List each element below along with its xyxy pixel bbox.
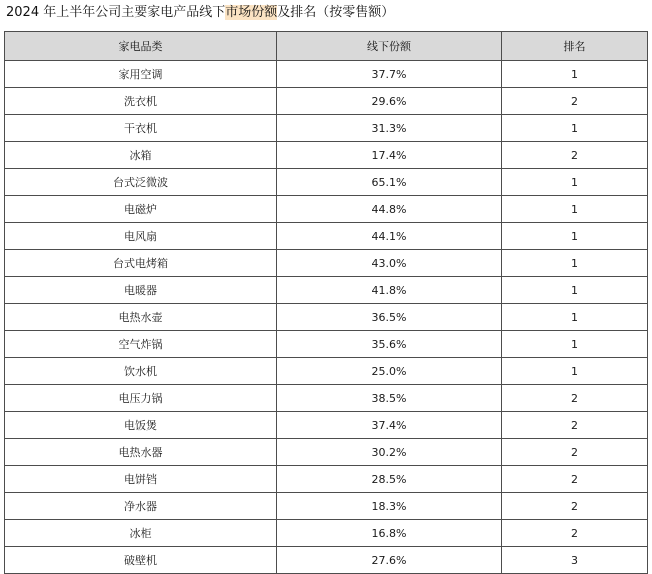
share-cell: 37.7% bbox=[277, 61, 502, 88]
table-row bbox=[5, 439, 648, 466]
table-caption bbox=[6, 3, 394, 23]
rank-cell: 1 bbox=[502, 250, 648, 277]
caption-suffix: 及排名（按零售额） bbox=[277, 5, 395, 20]
rank-cell: 1 bbox=[502, 115, 648, 142]
table-row bbox=[5, 115, 648, 142]
table-row bbox=[5, 169, 648, 196]
share-cell: 41.8% bbox=[277, 277, 502, 304]
table-row bbox=[5, 412, 648, 439]
rank-cell: 2 bbox=[502, 385, 648, 412]
header-offline-share: 线下份额 bbox=[277, 32, 502, 61]
table-row bbox=[5, 331, 648, 358]
share-cell: 16.8% bbox=[277, 520, 502, 547]
category-cell: 净水器 bbox=[5, 493, 277, 520]
category-cell: 电饭煲 bbox=[5, 412, 277, 439]
category-cell: 台式电烤箱 bbox=[5, 250, 277, 277]
rank-cell: 2 bbox=[502, 520, 648, 547]
table-row bbox=[5, 493, 648, 520]
rank-cell: 2 bbox=[502, 88, 648, 115]
table-row bbox=[5, 520, 648, 547]
share-cell: 27.6% bbox=[277, 547, 502, 574]
share-cell: 43.0% bbox=[277, 250, 502, 277]
table-row bbox=[5, 385, 648, 412]
category-cell: 家用空调 bbox=[5, 61, 277, 88]
table-row bbox=[5, 547, 648, 574]
table-row bbox=[5, 61, 648, 88]
share-cell: 17.4% bbox=[277, 142, 502, 169]
rank-cell: 1 bbox=[502, 277, 648, 304]
category-cell: 破壁机 bbox=[5, 547, 277, 574]
category-cell: 台式泛微波 bbox=[5, 169, 277, 196]
category-cell: 洗衣机 bbox=[5, 88, 277, 115]
rank-cell: 1 bbox=[502, 358, 648, 385]
share-cell: 29.6% bbox=[277, 88, 502, 115]
rank-cell: 3 bbox=[502, 547, 648, 574]
category-cell: 冰柜 bbox=[5, 520, 277, 547]
share-cell: 28.5% bbox=[277, 466, 502, 493]
market-share-table bbox=[4, 31, 648, 574]
category-cell: 电暖器 bbox=[5, 277, 277, 304]
table-row bbox=[5, 277, 648, 304]
rank-cell: 1 bbox=[502, 61, 648, 88]
share-cell: 44.8% bbox=[277, 196, 502, 223]
table-row bbox=[5, 358, 648, 385]
share-cell: 44.1% bbox=[277, 223, 502, 250]
category-cell: 冰箱 bbox=[5, 142, 277, 169]
rank-cell: 2 bbox=[502, 466, 648, 493]
table-row bbox=[5, 196, 648, 223]
rank-cell: 1 bbox=[502, 331, 648, 358]
rank-cell: 2 bbox=[502, 412, 648, 439]
category-cell: 电磁炉 bbox=[5, 196, 277, 223]
category-cell: 饮水机 bbox=[5, 358, 277, 385]
caption-highlight: 市场份额 bbox=[225, 5, 278, 20]
category-cell: 电风扇 bbox=[5, 223, 277, 250]
category-cell: 电热水器 bbox=[5, 439, 277, 466]
share-cell: 35.6% bbox=[277, 331, 502, 358]
rank-cell: 2 bbox=[502, 493, 648, 520]
table-row bbox=[5, 304, 648, 331]
share-cell: 37.4% bbox=[277, 412, 502, 439]
category-cell: 空气炸锅 bbox=[5, 331, 277, 358]
share-cell: 38.5% bbox=[277, 385, 502, 412]
rank-cell: 2 bbox=[502, 439, 648, 466]
share-cell: 25.0% bbox=[277, 358, 502, 385]
header-rank: 排名 bbox=[502, 32, 648, 61]
category-cell: 电热水壶 bbox=[5, 304, 277, 331]
share-cell: 30.2% bbox=[277, 439, 502, 466]
table-row bbox=[5, 250, 648, 277]
share-cell: 18.3% bbox=[277, 493, 502, 520]
header-category: 家电品类 bbox=[5, 32, 277, 61]
category-cell: 干衣机 bbox=[5, 115, 277, 142]
rank-cell: 1 bbox=[502, 304, 648, 331]
table-row bbox=[5, 88, 648, 115]
rank-cell: 2 bbox=[502, 142, 648, 169]
header-row bbox=[5, 32, 648, 61]
caption-prefix: 2024 年上半年公司主要家电产品线下 bbox=[6, 5, 226, 20]
rank-cell: 1 bbox=[502, 169, 648, 196]
share-cell: 65.1% bbox=[277, 169, 502, 196]
rank-cell: 1 bbox=[502, 196, 648, 223]
share-cell: 36.5% bbox=[277, 304, 502, 331]
category-cell: 电压力锅 bbox=[5, 385, 277, 412]
rank-cell: 1 bbox=[502, 223, 648, 250]
table-row bbox=[5, 223, 648, 250]
table-row bbox=[5, 142, 648, 169]
share-cell: 31.3% bbox=[277, 115, 502, 142]
table-row bbox=[5, 466, 648, 493]
category-cell: 电饼铛 bbox=[5, 466, 277, 493]
